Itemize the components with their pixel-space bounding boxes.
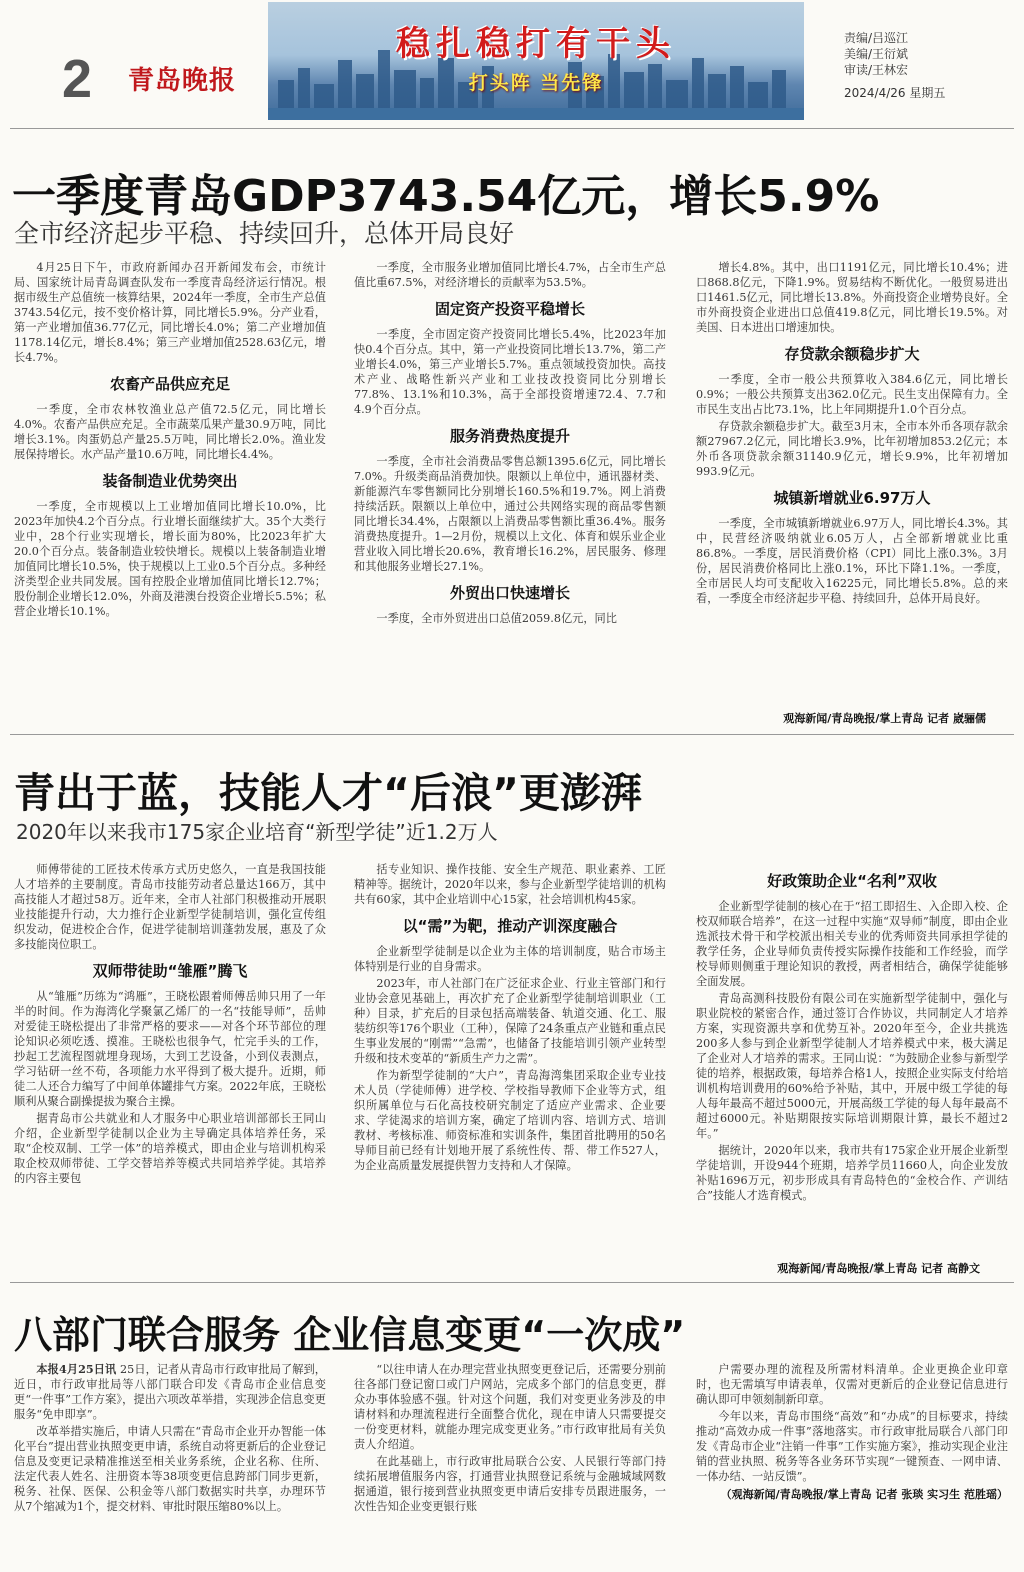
issue-date: 2024/4/26 星期五 [844, 86, 946, 100]
paragraph: 4月25日下午，市政府新闻办召开新闻发布会，市统计局、国家统计局青岛调查队发布一季度青岛经济运行情况。根据市级生产总值统一核算结果，2024年一季度，全市生产总值3743.54亿元，按不变价格计算，同比增长5.9%。分产业看，第一产业增加值36.77亿元，同比增长4.0%；第二产业增加值1178.14亿元，增长8.4%；第三产业增加值2528.63亿元，增长4.7%。 [14, 261, 326, 364]
paragraph: 一季度，全市农林牧渔业总产值72.5亿元，同比增长4.0%。农畜产品供应充足。全市蔬菜瓜果产量30.9万吨，同比增长3.1%。肉蛋奶总产量25.5万吨，同比增长2.0%。渔业发展保持增长。水产品产量10.6万吨，同比增长4.4%。 [14, 403, 326, 461]
section-heading: 双师带徒助“雏雁”腾飞 [92, 962, 248, 980]
paragraph: 企业新型学徒制的核心在于“招工即招生、入企即入校、企校双师联合培养”，在这一过程中实施“双导师”制度，即由企业选派技术骨干和学校派出相关专业的优秀师资共同承担学徒的教学任务，企业导师负责传授实际操作技能和工作经验，而学校导师则侧重于理论知识的教授，两者相结合，确保学徒能够全面发展。 [696, 900, 1008, 988]
article2-byline: 观海新闻/青岛晚报/掌上青岛 记者 高静文 [777, 1262, 980, 1275]
section-heading: 固定资产投资平稳增长 [434, 300, 585, 318]
paragraph: 青岛高测科技股份有限公司在实施新型学徒制中，强化与职业院校的紧密合作，通过签订合作协议，共同制定人才培养方案，实现资源共享和优势互补。2020年至今，企业共挑选200多人参与到企业新型学徒制人才培养模式中来，极大满足了企业对人才培养的需求。王同山说：“为鼓励企业参与新型学徒的培养，根据政策，每培养合格1人，按照企业实际支付给培训机构培训费用的60%给予补贴，其中，开展中级工学徒的每人每年最高不超过5000元，开展高级工学徒的每人每年最高不超过6000元。补贴期限按实际培训期限计算，最长不超过2年。” [696, 992, 1008, 1140]
staff-designer: 美编/王衍斌 [844, 47, 909, 61]
banner-title: 稳扎稳打有干头 [396, 24, 676, 64]
article1-subheadline: 全市经济起步平稳、持续回升，总体开局良好 [14, 219, 515, 248]
section-heading: 以“需”为靶，推动产训深度融合 [402, 917, 618, 935]
paragraph: 一季度，全市规模以上工业增加值同比增长10.0%，比2023年加快4.2个百分点。行业增长面继续扩大。35个大类行业中，28个行业实现增长，增长面为80%，比2023年扩大20.0个百分点。装备制造业较快增长。规模以上装备制造业增加值同比增长10.5%，快于规模以上工业0.5个百分点。多种经济类型企业共同发展。国有控股企业增加值同比增长12.7%；股份制企业增长12.0%，外商及港澳台投资企业增长5.5%；私营企业增长10.1%。 [14, 500, 326, 618]
paragraph: 增长4.8%。其中，出口1191亿元，同比增长10.4%；进口868.8亿元，下降1.9%。贸易结构不断优化。一般贸易进出口1461.5亿元，同比增长13.8%。外商投资企业增势良好。全市外商投资企业进出口总值419.8亿元，同比增长19.5%。对美国、日本进出口增速加快。 [696, 261, 1008, 334]
article1-column-3 [696, 260, 1008, 708]
paragraph: 括专业知识、操作技能、安全生产规范、职业素养、工匠精神等。据统计，2020年以来，参与企业新型学徒培训的机构共有60家，其中企业培训中心15家，社会培训机构45家。 [354, 863, 666, 906]
section-heading: 外贸出口快速增长 [449, 584, 570, 602]
article1-column-2 [354, 260, 666, 728]
paragraph: 在此基础上，市行政审批局联合公安、人民银行等部门持续拓展增值服务内容，打通营业执照登记系统与金融城域网数据通道，银行接到营业执照变更申请后安排专员跟进服务，一次性告知企业变更银行账 [354, 1455, 666, 1513]
article2-column-2 [354, 862, 666, 1276]
paragraph: 存贷款余额稳步扩大。截至3月末，全市本外币各项存款余额27967.2亿元，同比增长3.9%，比年初增加853.2亿元；本外币各项贷款余额31140.9亿元，增长9.9%，比年初增加993.9亿元。 [696, 420, 1008, 478]
article1-headline: 一季度青岛GDP3743.54亿元，增长5.9% [12, 171, 880, 222]
article3-column-1 [14, 1362, 326, 1562]
newspaper-name: 青岛晚报 [128, 66, 237, 96]
paragraph: 据青岛市公共就业和人才服务中心职业培训部部长王同山介绍，企业新型学徒制以企业为主导确定具体培养任务，采取“企校双制、工学一体”的培养模式，即由企业与培训机构采取企校双师带徒、工学交替培养等模式共同培养学徒。其培养的内容主要包 [14, 1112, 326, 1185]
article2-subheadline: 2020年以来我市175家企业培育“新型学徒”近1.2万人 [16, 820, 498, 844]
page-number: 2 [62, 49, 93, 109]
staff-credits [844, 30, 908, 78]
paragraph: 一季度，全市外贸进出口总值2059.8亿元，同比 [376, 612, 617, 625]
article2-column-1 [14, 862, 326, 1276]
paragraph: 2023年，市人社部门在广泛征求企业、行业主管部门和行业协会意见基础上，再次扩充了企业新型学徒制培训职业（工种）目录，扩充后的目录包括高端装备、轨道交通、化工、服装纺织等176个职业（工种），保障了24条重点产业链和重点民生事业发展的“刚需”“急需”，也储备了技能培训引领产业转型升级和技术变革的“新质生产力之需”。 [354, 977, 666, 1065]
article2-headline: 青出于蓝，技能人才“后浪”更澎湃 [14, 769, 642, 817]
article-divider [10, 734, 1014, 735]
paragraph-text: 25日，记者从青岛市行政审批局了解到，近日，市行政审批局等八部门联合印发《青岛市企业信息变更“一件事”工作方案》，提出六项改革举措，实现涉企信息变更服务“免申即享”。 [14, 1363, 326, 1421]
article3-column-3 [696, 1362, 1008, 1562]
paragraph: 今年以来，青岛市围绕“高效”和“办成”的目标要求，持续推动“高效办成一件事”落地落实。市行政审批局联合八部门印发《青岛市企业“注销一件事”工作实施方案》，推动实现企业注销的营业执照、税务等各业务环节实现“一键预查、一网申请、一体办结、一站反馈”。 [696, 1410, 1008, 1483]
header-divider [10, 128, 1014, 129]
banner-subtitle: 打头阵 当先锋 [468, 72, 604, 94]
paragraph: 户需要办理的流程及所需材料清单。企业更换企业印章时，也无需填写申请表单，仅需对更新后的企业登记信息进行确认即可申领刻制新印章。 [696, 1363, 1008, 1406]
section-heading: 存贷款余额稳步扩大 [784, 345, 920, 363]
paragraph: 作为新型学徒制的“大户”，青岛海湾集团采取企业专业技术人员（学徒师傅）进学校、学校指导教师下企业等方式，组织所属单位与石化高技校研究制定了适应产业需求、企业要求、学徒渴求的培训方案，确定了培训内容、培训方式、培训教材、考核标准、师资标准和实训条件，集团首批聘用的50名导师目前已经有计划地开展了系统性传、帮、带工作527人，为企业高质量发展提供智力支持和人才保障。 [354, 1069, 666, 1172]
article2-column-3 [696, 862, 1008, 1258]
article3-column-2 [354, 1362, 666, 1562]
paragraph: 一季度，全市服务业增加值同比增长4.7%，占全市生产总值比重67.5%，对经济增长的贡献率为53.5%。 [354, 261, 666, 289]
article3-byline: （观海新闻/青岛晚报/掌上青岛 记者 张琰 实习生 范胜瑶） [720, 1488, 1008, 1501]
paragraph: 改革举措实施后，申请人只需在“青岛市企业开办智能一体化平台”提出营业执照变更申请，系统自动将更新后的企业登记信息及变更记录精准推送至相关业务系统，企业名称、住所、法定代表人姓名、注册资本等38项变更信息跨部门同步更新，税务、社保、医保、公积金等八部门数据实时共享，办理环节从7个缩减为1个，提交材料、审批时限压缩80%以上。 [14, 1425, 326, 1513]
paragraph: 一季度，全市社会消费品零售总额1395.6亿元，同比增长7.0%。升级类商品消费加快。限额以上单位中，通讯器材类、新能源汽车零售额同比分别增长160.5%和19.7%。网上消费持续活跃。限额以上单位中，通过公共网络实现的商品零售额同比增长34.4%，占限额以上消费品零售额比重36.4%。服务消费热度提升。1—2月份，规模以上文化、体育和娱乐业企业营业收入同比增长20.6%，教育增长16.2%，居民服务、修理和其他服务业增长27.1%。 [354, 455, 666, 573]
paragraph [14, 1362, 326, 1422]
paragraph: “以往申请人在办理完营业执照变更登记后，还需要分别前往各部门登记窗口或门户网站，完成多个部门的信息变更，群众办事体验感不强。针对这个问题，我们对变更业务涉及的申请材料和办理流程进行全面整合优化，现在申请人只需要提交一份变更材料，就能办理完成变更业务。”市行政审批局有关负责人介绍道。 [354, 1363, 666, 1451]
section-heading: 好政策助企业“名利”双收 [767, 872, 937, 890]
article-divider [10, 1282, 1014, 1283]
paragraph: 师傅带徒的工匠技术传承方式历史悠久，一直是我国技能人才培养的主要制度。青岛市技能劳动者总量达166万，其中高技能人才超过58万。近年来，全市人社部门积极推动开展职业技能提升行动，大力推行企业新型学徒制培训，强化宣传组织发动，促进校企合作，促进学徒制培训蓬勃发展，惠及了众多技能岗位职工。 [14, 863, 326, 951]
dateline: 本报4月25日讯 [36, 1362, 117, 1376]
staff-editor: 责编/吕巡江 [844, 31, 909, 45]
section-heading: 装备制造业优势突出 [102, 472, 238, 490]
paragraph: 一季度，全市固定资产投资同比增长5.4%，比2023年加快0.4个百分点。其中，第一产业投资同比增长13.7%，第二产业增长4.0%，第三产业增长5.7%。重点领域投资加快。高技术产业、战略性新兴产业和工业技改投资同比分别增长77.8%、13.1%和10.3%，高于全部投资增速72.4、7.7和4.9个百分点。 [354, 328, 666, 416]
article1-column-1 [14, 260, 326, 728]
paragraph: 从“雏雁”历练为“鸿雁”，王晓松跟着师傅岳帅只用了一年半的时间。作为海湾化学聚氯乙烯厂的一名“技能导师”，岳帅对爱徒王晓松提出了非常严格的要求——对各个环节部位的理论知识必须吃透、摸准。王晓松也很争气，忙完手头的工作，抄起工艺流程图就埋身现场，大到工艺设备，小到仪表测点，学习钻研一丝不苟，各项能力水平得到了极大提升。近期，师徒二人还合力编写了中间单体罐排气方案。2022年底，王晓松顺利从聚合副操提拔为聚合主操。 [14, 990, 326, 1108]
section-heading: 城镇新增就业6.97万人 [773, 489, 931, 507]
paragraph: 一季度，全市城镇新增就业6.97万人，同比增长4.3%。其中，民营经济吸纳就业6.05万人，占全部新增就业比重86.8%。一季度，居民消费价格（CPI）同比上涨0.3%。3月份，居民消费价格同比上涨0.1%，环比下降1.1%。一季度，全市居民人均可支配收入16225元，同比增长5.8%。总的来看，一季度全市经济起步平稳、持续回升，总体开局良好。 [696, 517, 1008, 605]
paragraph: 据统计，2020年以来，我市共有175家企业开展企业新型学徒培训，开设944个班期，培养学员11660人，向企业发放补贴1696万元，初步形成具有青岛特色的“金校合作、产训结合”技能人才选育模式。 [696, 1144, 1008, 1202]
paragraph: 企业新型学徒制是以企业为主体的培训制度，贴合市场主体特别是行业的自身需求。 [354, 945, 666, 973]
article1-byline: 观海新闻/青岛晚报/掌上青岛 记者 崴骊儒 [783, 712, 986, 725]
section-heading: 农畜产品供应充足 [109, 375, 230, 393]
header-banner [268, 2, 804, 120]
paragraph: 一季度，全市一般公共预算收入384.6亿元，同比增长0.9%；一般公共预算支出362.0亿元。民生支出保障有力。全市民生支出占比73.1%，比上年同期提升1.0个百分点。 [696, 373, 1008, 416]
staff-proofreader: 审读/王林宏 [844, 63, 909, 77]
section-heading: 服务消费热度提升 [449, 427, 570, 445]
article3-headline: 八部门联合服务 企业信息变更“一次成” [14, 1313, 686, 1357]
